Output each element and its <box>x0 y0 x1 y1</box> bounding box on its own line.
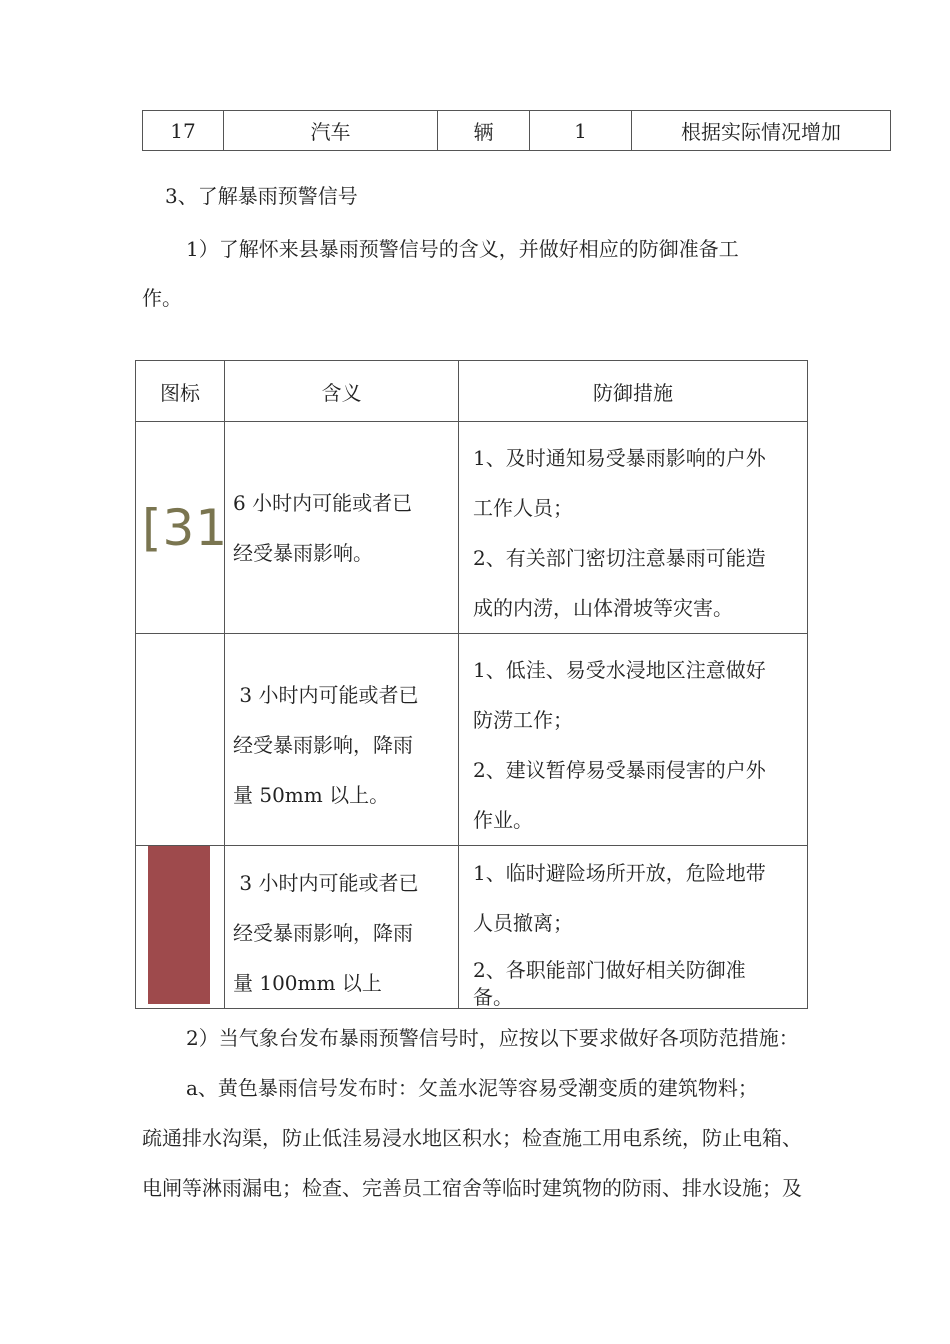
meaning-line: 经受暴雨影响，降雨 <box>233 921 413 945</box>
icon-cell <box>136 846 225 1009</box>
paragraph-line: 1）了解怀来县暴雨预警信号的含义，并做好相应的防御准备工 <box>186 237 739 261</box>
measures-cell <box>459 634 808 846</box>
icon-cell <box>136 422 229 634</box>
measure-line: 备。 <box>473 985 513 1009</box>
paragraph-line: 电闸等淋雨漏电；检查、完善员工宿舍等临时建筑物的防雨、排水设施；及 <box>142 1176 802 1200</box>
measure-line: 防涝工作； <box>473 708 573 732</box>
equipment-table <box>142 110 891 151</box>
measure-line: 工作人员； <box>473 496 573 520</box>
measure-line: 2、各职能部门做好相关防御准 <box>473 958 746 982</box>
meaning-line: 经受暴雨影响，降雨 <box>233 733 413 757</box>
measure-line: 1、临时避险场所开放，危险地带 <box>473 861 766 885</box>
warning-signal-icon: [31 <box>142 499 229 557</box>
item-quantity: 1 <box>530 111 632 151</box>
table-row <box>136 422 808 634</box>
header-icon: 图标 <box>136 361 225 422</box>
measure-line: 1、低洼、易受水浸地区注意做好 <box>473 658 766 682</box>
header-measures: 防御措施 <box>459 361 808 422</box>
rainstorm-warning-table <box>135 360 808 1009</box>
table-row <box>136 846 808 1009</box>
item-name: 汽车 <box>224 111 438 151</box>
meaning-line: 量 50mm 以上。 <box>233 783 390 807</box>
paragraph-line: 作。 <box>142 286 182 310</box>
measures-cell <box>459 846 808 1009</box>
row-number: 17 <box>143 111 224 151</box>
paragraph-line: 2）当气象台发布暴雨预警信号时，应按以下要求做好各项防范措施： <box>186 1026 799 1050</box>
measure-line: 成的内涝，山体滑坡等灾害。 <box>473 596 733 620</box>
item-unit: 辆 <box>438 111 530 151</box>
meaning-cell <box>225 422 459 634</box>
measure-line: 人员撤离； <box>473 911 573 935</box>
meaning-line: 经受暴雨影响。 <box>233 541 373 565</box>
meaning-line: 3 小时内可能或者已 <box>233 871 419 895</box>
red-warning-signal-icon <box>148 846 210 1004</box>
paragraph-line: 疏通排水沟渠，防止低洼易浸水地区积水；检查施工用电系统，防止电箱、 <box>142 1126 802 1150</box>
paragraph-line: a、黄色暴雨信号发布时：攵盖水泥等容易受潮变质的建筑物料； <box>186 1076 758 1100</box>
measures-cell <box>459 422 808 634</box>
measure-line: 2、有关部门密切注意暴雨可能造 <box>473 546 766 570</box>
meaning-line: 6 小时内可能或者已 <box>233 491 413 515</box>
section-heading: 3、了解暴雨预警信号 <box>165 184 358 208</box>
measure-line: 作业。 <box>473 808 533 832</box>
measure-line: 1、及时通知易受暴雨影响的户外 <box>473 446 766 470</box>
item-note: 根据实际情况增加 <box>632 111 891 151</box>
meaning-cell <box>225 846 459 1009</box>
icon-cell <box>136 634 225 846</box>
table-header-row <box>136 361 808 422</box>
measure-line: 2、建议暂停易受暴雨侵害的户外 <box>473 758 766 782</box>
header-meaning: 含义 <box>225 361 459 422</box>
table-row <box>136 634 808 846</box>
meaning-cell <box>225 634 459 846</box>
table-row <box>143 111 891 151</box>
meaning-line: 量 100mm 以上 <box>233 971 382 995</box>
meaning-line: 3 小时内可能或者已 <box>233 683 419 707</box>
